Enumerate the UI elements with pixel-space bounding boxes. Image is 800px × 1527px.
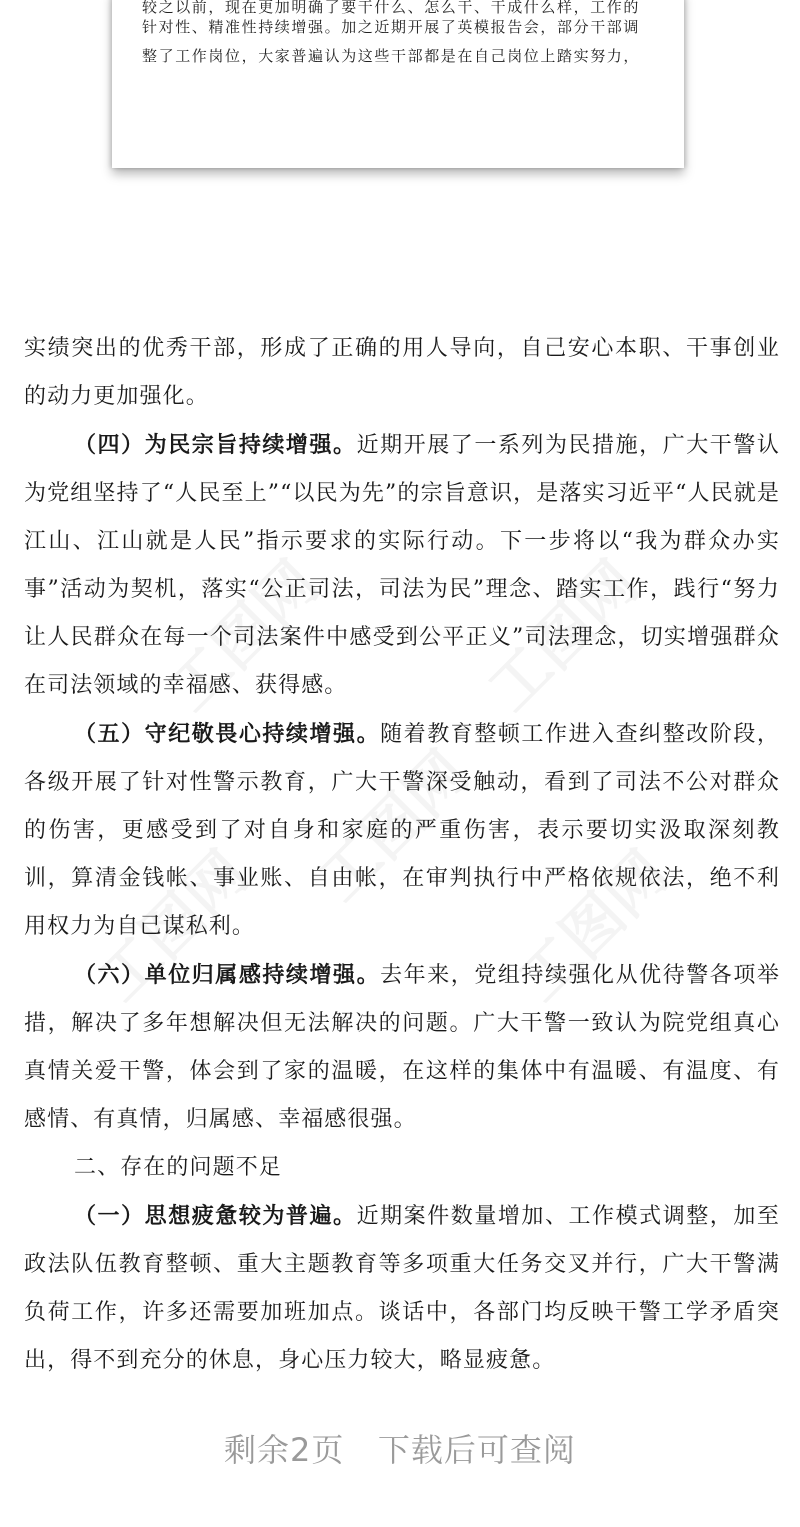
paragraph	[24, 1192, 780, 1385]
paragraph-text: 近期案件数量增加、工作模式调整，加至政法队伍教育整顿、重大主题教育等多项重大任务交叉并行，广大干警满负荷工作，许多还需要加班加点。谈话中，各部门均反映干警工学矛盾突出，得不到充分的休息，身心压力较大，略显疲惫。	[24, 1204, 780, 1373]
section-title: 二、存在的问题不足	[74, 1155, 282, 1180]
paragraph-text: 去年来，党组持续强化从优待警各项举措，解决了多年想解决但无法解决的问题。广大干警一致认为院党组真心真情关爱干警，体会到了家的温暖，在这样的集体中有温暖、有温度、有感情、有真情，归属感、幸福感很强。	[24, 963, 780, 1132]
paragraph	[24, 421, 780, 710]
paragraph-heading: （五）守纪敬畏心持续增强。	[74, 721, 381, 747]
paragraph	[24, 951, 780, 1144]
previous-page-preview	[112, 0, 684, 168]
preview-line: 整了工作岗位，大家普遍认为这些干部都是在自己岗位上踏实努力，	[142, 47, 641, 65]
document-body	[24, 325, 780, 1385]
preview-line: 较之以前，现在更加明确了要干什么、怎么干、干成什么样，工作的	[142, 0, 641, 16]
paragraph	[24, 710, 780, 951]
remaining-pages-prompt[interactable]: 剩余2页 下载后可查阅	[224, 1431, 576, 1469]
paragraph-heading: （四）为民宗旨持续增强。	[74, 432, 357, 458]
paragraph-text: 随着教育整顿工作进入查纠整改阶段，各级开展了针对性警示教育，广大干警深受触动，看到了司法不公对群众的伤害，更感受到了对自身和家庭的严重伤害，表示要切实汲取深刻教训，算清金钱帐、事业账、自由帐，在审判执行中严格依规依法，绝不利用权力为自己谋私利。	[24, 722, 780, 939]
paragraph-text: 近期开展了一系列为民措施，广大干警认为党组坚持了“人民至上”“以民为先”的宗旨意识，是落实习近平“人民就是江山、江山就是人民”指示要求的实际行动。下一步将以“我为群众办实事”活动为契机，落实“公正司法，司法为民”理念、踏实工作，践行“努力让人民群众在每一个司法案件中感受到公平正义”司法理念，切实增强群众在司法领域的幸福感、获得感。	[24, 433, 780, 698]
paragraph-heading: （一）思想疲惫较为普遍。	[74, 1203, 357, 1229]
paragraph-heading: （六）单位归属感持续增强。	[74, 962, 381, 988]
preview-line: 针对性、精准性持续增强。加之近期开展了英模报告会，部分干部调	[142, 18, 641, 36]
paragraph: 实绩突出的优秀干部，形成了正确的用人导向，自己安心本职、干事创业的动力更加强化。	[24, 336, 780, 409]
